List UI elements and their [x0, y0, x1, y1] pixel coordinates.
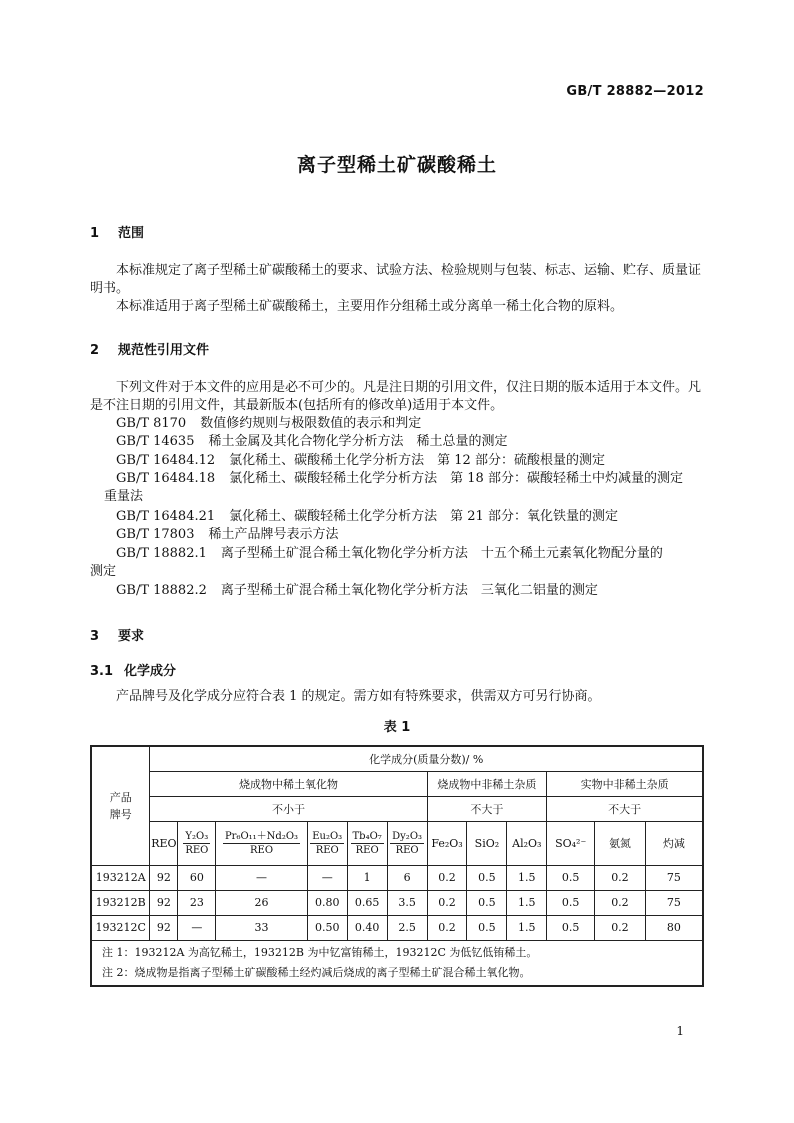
- cell-prnd: —: [216, 865, 307, 890]
- scope-paragraph-2: 本标准适用于离子型稀土矿碳酸稀土，主要用作分组稀土或分离单一稀土化合物的原料。: [116, 299, 624, 314]
- reference-item: [116, 415, 421, 433]
- col-loss-on-ignition: 灼减: [645, 821, 703, 865]
- table-row: [91, 915, 703, 940]
- cell-prnd: 33: [216, 915, 307, 940]
- cell-eu2o3: 0.80: [307, 890, 347, 915]
- cell-sio2: 0.5: [467, 915, 507, 940]
- col-eu2o3-ratio: $\frac{\text{Eu₂O₃}}{\text{REO}}$: [307, 821, 347, 865]
- reference-title: 氯化稀土、碳酸稀土化学分析方法 第 12 部分：硫酸根量的测定: [229, 453, 605, 468]
- cell-dy2o3: 2.5: [387, 915, 427, 940]
- cell-reo: 92: [150, 915, 178, 940]
- reference-item: [116, 433, 508, 451]
- cell-al2o3: 1.5: [507, 890, 547, 915]
- cell-y2o3: —: [178, 915, 216, 940]
- cell-al2o3: 1.5: [507, 865, 547, 890]
- cell-brand: 193212A: [91, 865, 150, 890]
- table-caption: 表 1: [383, 720, 411, 735]
- cell-dy2o3: 6: [387, 865, 427, 890]
- section-number: 1: [90, 226, 100, 241]
- group-header-non-re-impurities-calcined: 烧成物中非稀土杂质: [427, 771, 547, 796]
- section-2-heading: [90, 339, 209, 358]
- reference-item: [116, 470, 683, 488]
- col-ammonia-nitrogen: 氨氮: [595, 821, 646, 865]
- cell-ammonia-nitrogen: 0.2: [595, 890, 646, 915]
- cell-y2o3: 23: [178, 890, 216, 915]
- section-title: 范围: [118, 226, 145, 241]
- reference-code: GB/T 16484.12: [116, 453, 216, 468]
- limit-not-less-than: 不小于: [150, 796, 427, 821]
- reference-code: GB/T 18882.2: [116, 583, 207, 598]
- table-row: [91, 890, 703, 915]
- cell-ammonia-nitrogen: 0.2: [595, 865, 646, 890]
- table-note-2: 注 2：烧成物是指离子型稀土矿碳酸稀土经灼减后烧成的离子型稀土矿混合稀土氧化物。: [102, 965, 531, 979]
- cell-so4: 0.5: [547, 865, 595, 890]
- cell-al2o3: 1.5: [507, 915, 547, 940]
- section-title: 要求: [118, 629, 145, 644]
- col-fe2o3: Fe₂O₃: [427, 821, 467, 865]
- col-tb4o7-ratio: $\frac{\text{Tb₄O₇}}{\text{REO}}$: [347, 821, 387, 865]
- reference-item: [116, 582, 598, 600]
- reference-title: 离子型稀土矿混合稀土氧化物化学分析方法 三氧化二铝量的测定: [220, 583, 598, 598]
- reference-title: 数值修约规则与极限数值的表示和判定: [200, 416, 422, 431]
- cell-tb4o7: 0.40: [347, 915, 387, 940]
- section-number: 2: [90, 343, 100, 358]
- brand-header: 产品牌号: [91, 746, 150, 865]
- col-al2o3: Al₂O₃: [507, 821, 547, 865]
- reference-title: 离子型稀土矿混合稀土氧化物化学分析方法 十五个稀土元素氧化物配分量的: [220, 546, 663, 561]
- reference-item: [116, 545, 663, 563]
- cell-loss-on-ignition: 75: [645, 865, 703, 890]
- cell-brand: 193212B: [91, 890, 150, 915]
- subsection-3-1-heading: [90, 660, 176, 679]
- section-1-heading: [90, 222, 144, 241]
- col-sio2: SiO₂: [467, 821, 507, 865]
- composition-paragraph: 产品牌号及化学成分应符合表 1 的规定。需方如有特殊要求，供需双方可另行协商。: [116, 689, 601, 704]
- limit-not-more-than: 不大于: [427, 796, 547, 821]
- cell-so4: 0.5: [547, 890, 595, 915]
- cell-fe2o3: 0.2: [427, 890, 467, 915]
- cell-ammonia-nitrogen: 0.2: [595, 915, 646, 940]
- standard-code: GB/T 28882—2012: [566, 84, 704, 99]
- scope-paragraph-1: 本标准规定了离子型稀土矿碳酸稀土的要求、试验方法、检验规则与包装、标志、运输、贮存、质量证明书。: [90, 263, 702, 296]
- subsection-number: 3.1: [90, 664, 114, 679]
- document-title: 离子型稀土矿碳酸稀土: [296, 154, 497, 176]
- cell-prnd: 26: [216, 890, 307, 915]
- cell-fe2o3: 0.2: [427, 865, 467, 890]
- cell-fe2o3: 0.2: [427, 915, 467, 940]
- page-number: 1: [676, 1024, 684, 1038]
- reference-title: 稀土金属及其化合物化学分析方法 稀土总量的测定: [208, 434, 508, 449]
- composition-table: [90, 745, 704, 987]
- reference-item: [116, 452, 605, 470]
- section-title: 规范性引用文件: [118, 343, 210, 358]
- col-y2o3-ratio: $\frac{\text{Y₂O₃}}{\text{REO}}$: [178, 821, 216, 865]
- subsection-title: 化学成分: [124, 664, 177, 679]
- cell-loss-on-ignition: 80: [645, 915, 703, 940]
- col-reo: REO: [150, 821, 178, 865]
- col-so4: SO₄²⁻: [547, 821, 595, 865]
- cell-sio2: 0.5: [467, 890, 507, 915]
- reference-item: [116, 508, 618, 526]
- cell-brand: 193212C: [91, 915, 150, 940]
- group-header-non-re-impurities-product: 实物中非稀土杂质: [547, 771, 703, 796]
- cell-y2o3: 60: [178, 865, 216, 890]
- reference-title: 氯化稀土、碳酸轻稀土化学分析方法 第 18 部分：碳酸轻稀土中灼减量的测定: [229, 471, 683, 486]
- reference-code: GB/T 14635: [116, 434, 195, 449]
- cell-reo: 92: [150, 865, 178, 890]
- composition-header: 化学成分(质量分数)/ %: [150, 746, 703, 771]
- reference-code: GB/T 16484.18: [116, 471, 216, 486]
- reference-code: GB/T 18882.1: [116, 546, 207, 561]
- cell-tb4o7: 0.65: [347, 890, 387, 915]
- reference-code: GB/T 8170: [116, 416, 187, 431]
- cell-dy2o3: 3.5: [387, 890, 427, 915]
- col-dy2o3-ratio: $\frac{\text{Dy₂O₃}}{\text{REO}}$: [387, 821, 427, 865]
- cell-tb4o7: 1: [347, 865, 387, 890]
- reference-code: GB/T 17803: [116, 527, 195, 542]
- reference-title: 稀土产品牌号表示方法: [208, 527, 339, 542]
- reference-item: [116, 526, 339, 544]
- cell-so4: 0.5: [547, 915, 595, 940]
- cell-eu2o3: —: [307, 865, 347, 890]
- table-notes: [91, 940, 703, 986]
- reference-continuation: 重量法: [104, 489, 144, 504]
- section-3-heading: [90, 625, 144, 644]
- table-row: [91, 865, 703, 890]
- reference-continuation: 测定: [90, 564, 117, 579]
- reference-code: GB/T 16484.21: [116, 509, 216, 524]
- references-intro: 下列文件对于本文件的应用是必不可少的。凡是注日期的引用文件，仅注日期的版本适用于本文件。凡是不注日期的引用文件，其最新版本(包括所有的修改单)适用于本文件。: [90, 380, 702, 413]
- table-note-1: 注 1：193212A 为高钇稀土，193212B 为中钇富铕稀土，193212C 为低钇低铕稀土。: [102, 945, 538, 959]
- cell-sio2: 0.5: [467, 865, 507, 890]
- group-header-rare-earth-oxides: 烧成物中稀土氧化物: [150, 771, 427, 796]
- section-number: 3: [90, 629, 100, 644]
- cell-eu2o3: 0.50: [307, 915, 347, 940]
- limit-not-more-than: 不大于: [547, 796, 703, 821]
- reference-title: 氯化稀土、碳酸轻稀土化学分析方法 第 21 部分：氧化铁量的测定: [229, 509, 618, 524]
- cell-reo: 92: [150, 890, 178, 915]
- col-prnd-ratio: $\frac{\text{Pr₆O₁₁＋Nd₂O₃}}{\text{REO}}$: [216, 821, 307, 865]
- cell-loss-on-ignition: 75: [645, 890, 703, 915]
